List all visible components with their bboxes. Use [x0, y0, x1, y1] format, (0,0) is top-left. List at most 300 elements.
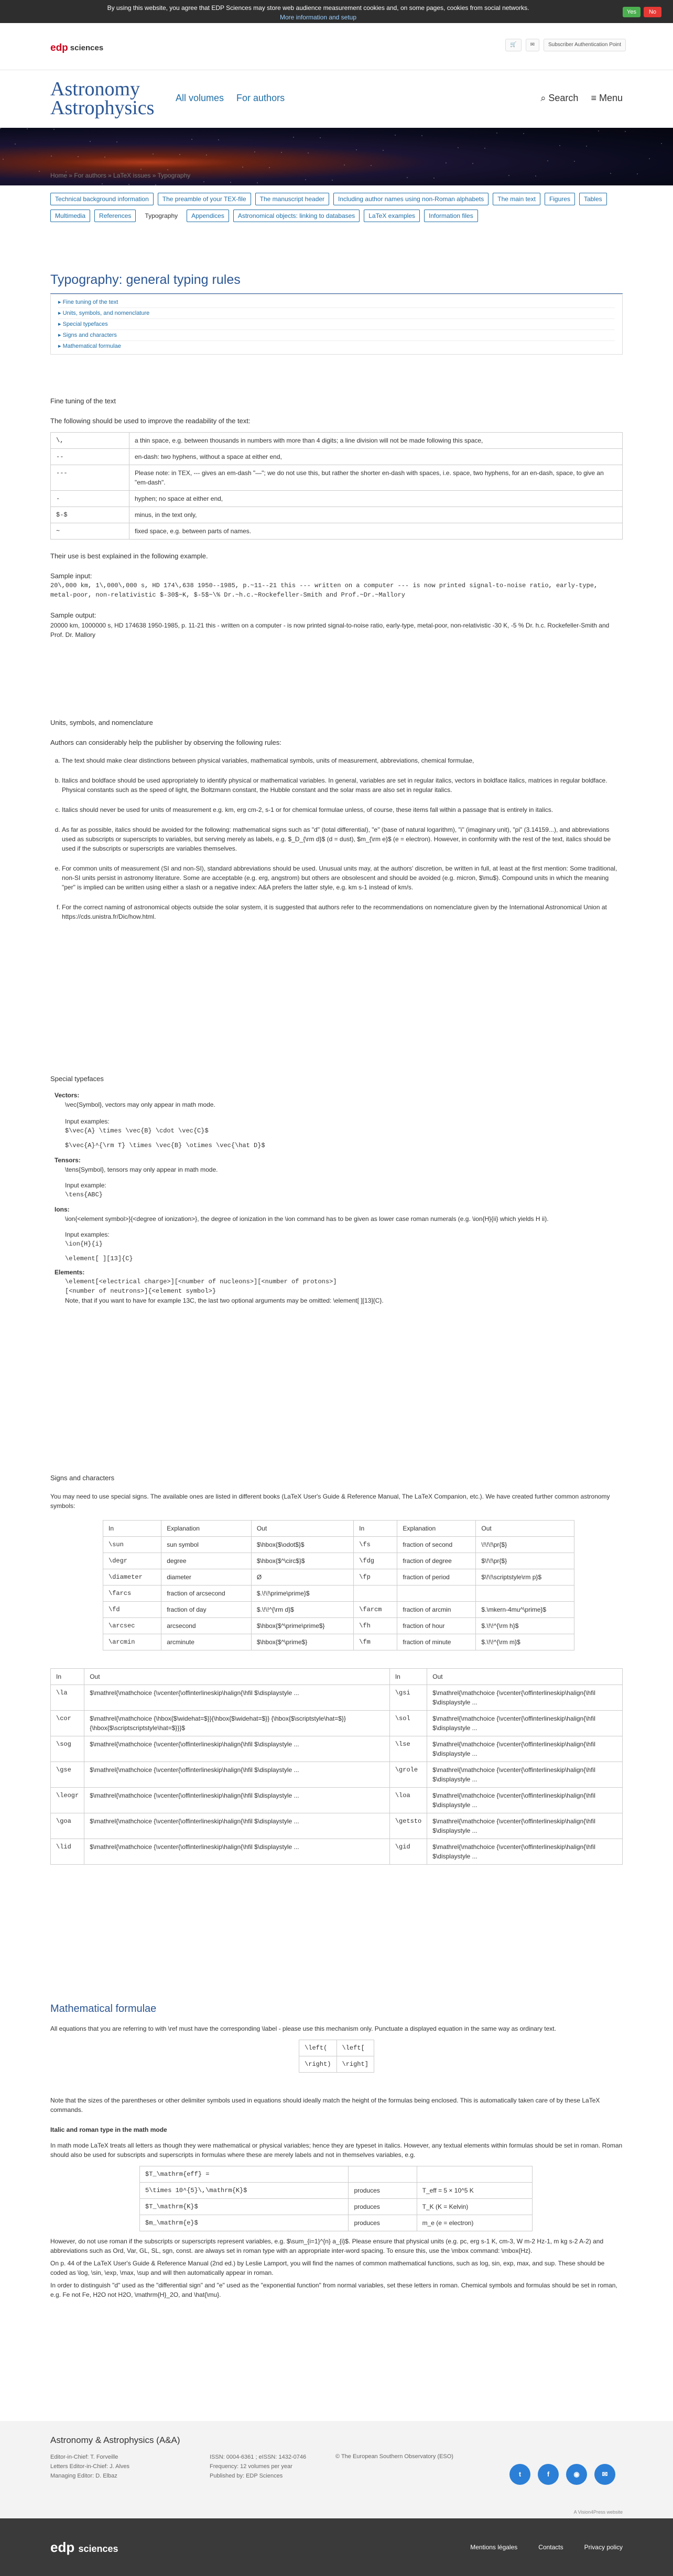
- list-item: e. For common units of measurement (SI and non-SI), standard abbreviations should be used. Unusual units may, at the authors' discretion, be written in full, at least at the first mention: Some traditional, non-SI units persist in astronomy literature. Some are acceptable (e.g. erg, angstrom) but others are obsolescent and should be avoided (e.g. micron, $\mu$). Compound units in which the meaning "per" is implied can be written using either a slash or a negative index: A&A prefers the latter style, e.g. km s-1 instead of km/s.: [62, 864, 623, 892]
- star: [39, 171, 40, 172]
- table-of-contents: [50, 294, 623, 355]
- tensor-example: \tens{ABC}: [65, 1191, 103, 1198]
- table-cell: $\mathrel{\mathchoice {\vcenter{\offinterlineskip\halign{\hfil $\displaystyle ...: [84, 1762, 390, 1787]
- tab-multimedia[interactable]: Multimedia: [50, 210, 90, 222]
- star: [53, 129, 55, 130]
- nav-for-authors[interactable]: For authors: [236, 93, 285, 103]
- star: [610, 173, 611, 174]
- example-cell: $T_\mathrm{eff} =: [140, 2166, 349, 2183]
- powered-by: A Vision4Press website: [573, 2509, 623, 2515]
- table-row: [103, 1601, 574, 1617]
- table-cell: \degr: [103, 1553, 161, 1569]
- math-after-2: On p. 44 of the LaTeX User's Guide & Reference Manual (2nd ed.) by Leslie Lamport, you will find the names of common mathematical functions, such as log, sin, exp, max, and sup. These should be coded as \log, \sin, \exp, \max, \sup and will then automatically appear in roman.: [50, 2260, 605, 2276]
- table-cell: fraction of degree: [397, 1553, 476, 1569]
- table-cell: \gse: [51, 1762, 84, 1787]
- star: [15, 144, 16, 145]
- rss-icon[interactable]: ◉: [566, 2464, 587, 2485]
- table-row: [51, 1685, 623, 1710]
- table-cell: fraction of arcmin: [397, 1601, 476, 1617]
- tensor-input-label: Input example:: [65, 1181, 106, 1189]
- nav-all-volumes[interactable]: All volumes: [176, 93, 224, 103]
- tab-appendices[interactable]: Appendices: [187, 210, 229, 222]
- header-cell: In: [389, 1668, 427, 1685]
- tab-the-preamble-of-your-tex-file[interactable]: The preamble of your TEX-file: [158, 193, 251, 205]
- header-cell: In: [51, 1668, 84, 1685]
- journal-logo[interactable]: Astronomy Astrophysics: [50, 78, 155, 119]
- star: [458, 147, 459, 148]
- facebook-icon[interactable]: f: [538, 2464, 559, 2485]
- table-cell: \leogr: [51, 1787, 84, 1813]
- command-cell: \,: [51, 433, 129, 449]
- table-cell: $.\!\!\prime\prime}$: [251, 1585, 353, 1601]
- table-cell: fraction of second: [397, 1536, 476, 1553]
- table-row: [299, 2056, 374, 2073]
- table-row: [103, 1634, 574, 1650]
- menu-icon: ≡: [591, 93, 599, 103]
- example-cell: m_e (e = electron): [417, 2215, 532, 2231]
- page-title: Typography: general typing rules: [50, 270, 623, 294]
- email-icon[interactable]: ✉: [594, 2464, 615, 2485]
- special-typefaces-section: [50, 1074, 623, 1305]
- ion-example-2: \element[ ][13]{C}: [65, 1254, 133, 1262]
- math-note: Note that the sizes of the parentheses or other delimiter symbols used in equations should ideally match the height of the formulas being enclosed. This is automatically taken care of by these LaTeX commands.: [50, 2097, 600, 2113]
- table-cell: \fp: [354, 1569, 397, 1585]
- star: [344, 164, 345, 166]
- star: [637, 173, 638, 174]
- elements-text-2: [<number of neutrons>]{<element symbol>}: [65, 1287, 216, 1295]
- star: [269, 167, 270, 168]
- star: [254, 151, 255, 152]
- ion-example-1: \ion{H}{i}: [65, 1240, 103, 1248]
- star: [155, 184, 156, 185]
- table-cell: arcminute: [161, 1634, 252, 1650]
- sample-output: 20000 km, 1000000 s, HD 174638 1950-1985, p. 11-21 this - written on a computer - is now printed signal-to-noise ratio, early-type, metal-poor, non-relativistic -30 K, -5 % Dr. h.c. Rockefeller-Smith and Prof. Dr. Mallory: [50, 621, 610, 639]
- math-after-1: However, do not use roman if the subscripts or superscripts represent variables, e.g. $\sum_{i=1}^{n} a_{i}$. Please ensure that physical units (e.g. pc, erg s-1 K, cm-3, W m-2 Hz-1, m kg s-2 A-2) and abbreviations such as Ord, Var, GL, SL, sgn, const. are always set in roman type with an appropriate inter-word spacing. To ensure this, use the \mbox command: \mbox{Hz}.: [50, 2238, 604, 2254]
- example-cell: [349, 2166, 417, 2183]
- tab-astronomical-objects-linking-to-databases[interactable]: Astronomical objects: linking to databases: [233, 210, 360, 222]
- table-cell: fraction of day: [161, 1601, 252, 1617]
- example-cell: $m_\mathrm{e}$: [140, 2215, 349, 2231]
- sample-input-label: Sample input:: [50, 571, 92, 580]
- star: [574, 161, 575, 162]
- table-cell: \!\!\!\pr{$}: [476, 1536, 574, 1553]
- privacy-link[interactable]: Privacy policy: [584, 2544, 623, 2551]
- math-intro: All equations that you are referring to with \ref must have the corresponding \label - please use this mechanism only. Punctuate a displayed equation in the same way as ordinary text.: [50, 2025, 556, 2032]
- cookie-decline-button[interactable]: No: [644, 7, 661, 17]
- delimiter-cell: \left[: [336, 2040, 374, 2056]
- star: [27, 128, 28, 129]
- table-row: [103, 1585, 574, 1601]
- description-cell: fixed space, e.g. between parts of names.: [129, 523, 623, 540]
- star: [51, 156, 52, 157]
- table-row: [51, 1839, 623, 1864]
- table-cell: \getsto: [389, 1813, 427, 1839]
- table-cell: \farcm: [354, 1601, 397, 1617]
- table-cell: degree: [161, 1553, 252, 1569]
- tab-including-author-names-using-non-roman-alphabets[interactable]: Including author names using non-Roman alphabets: [333, 193, 489, 205]
- footer-issn: ISSN: 0004-6361 ; eISSN: 1432-0746: [210, 2454, 307, 2460]
- table-row: [51, 1710, 623, 1736]
- star: [281, 152, 282, 153]
- delimiters-table: [299, 2040, 374, 2073]
- table-cell: \fd: [103, 1601, 161, 1617]
- table-row: [140, 2215, 533, 2231]
- table-cell: \farcs: [103, 1585, 161, 1601]
- table-row: [140, 2166, 533, 2183]
- menu-button[interactable]: ≡ Menu: [591, 93, 623, 103]
- vectors-label: Vectors:: [55, 1091, 80, 1099]
- table-cell: diameter: [161, 1569, 252, 1585]
- tab-latex-examples[interactable]: LaTeX examples: [364, 210, 420, 222]
- table-cell: $\mathrel{\mathchoice {\vcenter{\offinterlineskip\halign{\hfil $\displaystyle ...: [84, 1736, 390, 1762]
- star: [191, 139, 192, 140]
- command-cell: --: [51, 449, 129, 465]
- footer-frequency: Frequency: 12 volumes per year: [210, 2463, 292, 2470]
- delimiter-cell: \right]: [336, 2056, 374, 2073]
- star: [484, 148, 485, 149]
- star: [598, 130, 599, 131]
- table-row: [140, 2199, 533, 2215]
- input-label: Input examples:: [65, 1117, 110, 1125]
- footer-title: Astronomy & Astrophysics (A&A): [50, 2435, 180, 2445]
- header-cell: In: [354, 1520, 397, 1536]
- table-cell: $\hbox{$\odot$}$: [251, 1536, 353, 1553]
- command-cell: ---: [51, 465, 129, 491]
- units-section: [50, 718, 623, 932]
- footer-publisher: Published by: EDP Sciences: [210, 2473, 283, 2479]
- table-row: [103, 1617, 574, 1634]
- edp-footer-logo[interactable]: edp sciences: [50, 2539, 118, 2555]
- star: [625, 131, 626, 132]
- table-cell: $.\!\!^{\rm h}$: [476, 1617, 574, 1634]
- header-cell: In: [103, 1520, 161, 1536]
- example-intro: Their use is best explained in the following example.: [50, 552, 208, 560]
- star: [230, 182, 231, 183]
- math-after-3: In order to distinguish "d" used as the "differential sign" and "e" used as the "exponential function" from normal variables, set these letters in roman. Chemical symbols and formulas should be set in roman, e.g. Fe not Fe, H2O not H2O, \mathrm{H}_2O, and \hat{\mu}.: [50, 2282, 617, 2298]
- tensors-text: \tens{Symbol}, tensors may only appear in math mode.: [65, 1165, 218, 1173]
- table-cell: $\mathrel{\mathchoice {\vcenter{\offinterlineskip\halign{\hfil $\displaystyle ...: [84, 1787, 390, 1813]
- table-cell: fraction of arcsecond: [161, 1585, 252, 1601]
- header-cell: Out: [251, 1520, 353, 1536]
- table-cell: $\mathrel{\mathchoice {\vcenter{\offinterlineskip\halign{\hfil $\displaystyle ...: [427, 1839, 623, 1864]
- star: [586, 146, 587, 147]
- star: [0, 128, 1, 129]
- tab-references[interactable]: References: [94, 210, 136, 222]
- table-cell: \lse: [389, 1736, 427, 1762]
- breadcrumb: Home » For authors » LaTeX issues » Typography: [50, 172, 191, 179]
- table-cell: \loa: [389, 1787, 427, 1813]
- italic-heading: Italic and roman type in the math mode: [50, 2126, 167, 2133]
- star: [308, 152, 309, 153]
- footer-editor: Editor-in-Chief: T. Forveille: [50, 2454, 118, 2460]
- footer-letters: Letters Editor-in-Chief: J. Alves: [50, 2463, 130, 2470]
- table-cell: $.\!\!^{\rm d}$: [251, 1601, 353, 1617]
- toc-link[interactable]: ▸ Special typefaces: [58, 319, 615, 330]
- top-bar: [0, 23, 673, 70]
- examples-table: [139, 2166, 533, 2231]
- star: [661, 143, 662, 144]
- star: [293, 137, 294, 138]
- table-cell: \grole: [389, 1762, 427, 1787]
- star: [203, 181, 204, 182]
- table-cell: $\mathrel{\mathchoice {\hbox{$\widehat=$}}{\hbox{$\widehat=$}} {\hbox{$\scriptstyle\hat=$}}{\hbox{$\scriptscriptstyle\hat=$}}}$: [84, 1710, 390, 1736]
- tab-tables[interactable]: Tables: [579, 193, 607, 205]
- delimiter-cell: \right): [299, 2056, 336, 2073]
- relations-table: [50, 1668, 623, 1865]
- table-cell: \goa: [51, 1813, 84, 1839]
- section-heading: Special typefaces: [50, 1075, 104, 1083]
- ions-label: Ions:: [55, 1205, 70, 1213]
- table-cell: $\mathrel{\mathchoice {\vcenter{\offinterlineskip\halign{\hfil $\displaystyle ...: [427, 1710, 623, 1736]
- table-cell: $\hbox{$^\circ$}$: [251, 1553, 353, 1569]
- list-item: b. Italics and boldface should be used appropriately to identify physical or mathematical variables. In general, variables are set in regular italics, vectors in boldface italics, matrices in regular boldface. Physical constants such as the speed of light, the Boltzmann constant, the Hubble constant and the solar mass are also set in regular italics.: [62, 776, 623, 795]
- footer-copyright: © The European Southern Observatory (ESO): [335, 2453, 453, 2460]
- table-cell: \diameter: [103, 1569, 161, 1585]
- journal-header: [0, 70, 673, 128]
- table-row: [51, 449, 623, 465]
- table-header: [51, 1668, 623, 1685]
- table-cell: [354, 1585, 397, 1601]
- star: [535, 175, 536, 177]
- star: [383, 150, 384, 151]
- example-cell: $T_\mathrm{K}$: [140, 2199, 349, 2215]
- table-cell: arcsecond: [161, 1617, 252, 1634]
- table-cell: $\mathrel{\mathchoice {\vcenter{\offinterlineskip\halign{\hfil $\displaystyle ...: [427, 1762, 623, 1787]
- star: [320, 137, 321, 138]
- table-row: [103, 1569, 574, 1585]
- fine-intro: The following should be used to improve the readability of the text:: [50, 416, 251, 425]
- star: [116, 141, 117, 142]
- table-row: [51, 1762, 623, 1787]
- section-heading: Signs and characters: [50, 1474, 115, 1482]
- tab-the-main-text[interactable]: The main text: [493, 193, 540, 205]
- table-cell: \fs: [354, 1536, 397, 1553]
- star: [206, 155, 207, 156]
- header-cell: Explanation: [397, 1520, 476, 1536]
- table-cell: \cor: [51, 1710, 84, 1736]
- star: [179, 154, 180, 155]
- list-item: a. The text should make clear distinctions between physical variables, mathematical symbols, units of measurement, abbreviations, chemical formulae,: [62, 756, 623, 765]
- vector-example-2: $\vec{A}^{\rm T} \times \vec{B} \otimes \vec{\hat D}$: [65, 1141, 265, 1149]
- table-cell: [476, 1585, 574, 1601]
- table-cell: $\!\!\scriptstyle\rm p}$: [476, 1569, 574, 1585]
- site-footer: [0, 2421, 673, 2576]
- header-cell: Explanation: [161, 1520, 252, 1536]
- contacts-link[interactable]: Contacts: [538, 2544, 563, 2551]
- tab-information-files[interactable]: Information files: [424, 210, 478, 222]
- units-rules-list: [50, 756, 623, 921]
- table-row: [299, 2040, 374, 2056]
- ions-text: \ion{<element symbol>}{<degree of ionization>}, the degree of ionization in the \ion command has to be given as lower case roman numerals (e.g. \ion{H}{ii} which yields H ii).: [65, 1215, 549, 1223]
- search-icon: ⌕: [540, 93, 549, 103]
- footer-bottom: [0, 2518, 673, 2576]
- table-cell: $\mathrel{\mathchoice {\vcenter{\offinterlineskip\halign{\hfil $\displaystyle ...: [427, 1685, 623, 1710]
- table-cell: \sol: [389, 1710, 427, 1736]
- description-cell: Please note: in TEX, --- gives an em-dash "—"; we do not use this, but rather the shorter en-dash with spaces, i.e. space, two hyphens, for an en-dash, space, to give an "em-dash".: [129, 465, 623, 491]
- table-cell: [397, 1585, 476, 1601]
- tab-technical-background-information[interactable]: Technical background information: [50, 193, 154, 205]
- auth-button[interactable]: Subscriber Authentication Point: [544, 39, 626, 51]
- star: [242, 167, 243, 168]
- table-header: [103, 1520, 574, 1536]
- table-cell: \gid: [389, 1839, 427, 1864]
- table-row: [51, 491, 623, 507]
- section-heading: Units, symbols, and nomenclature: [50, 719, 153, 726]
- list-item: c. Italics should never be used for units of measurement e.g. km, erg cm-2, s-1 or for chemical formulae unless, of course, these items fall within a passage that is entirely in italics.: [62, 805, 623, 814]
- sample-output-label: Sample output:: [50, 611, 96, 619]
- table-cell: $\mathrel{\mathchoice {\vcenter{\offinterlineskip\halign{\hfil $\displaystyle ...: [427, 1736, 623, 1762]
- table-cell: \arcsec: [103, 1617, 161, 1634]
- toc-link[interactable]: ▸ Mathematical formulae: [58, 341, 615, 352]
- cookie-more-link[interactable]: More information and setup: [279, 14, 357, 21]
- example-cell: T_K (K = Kelvin): [417, 2199, 532, 2215]
- star: [140, 169, 142, 170]
- mentions-link[interactable]: Mentions légales: [470, 2544, 518, 2551]
- ion-input-label: Input examples:: [65, 1230, 110, 1238]
- star: [508, 175, 509, 176]
- tab-figures[interactable]: Figures: [545, 193, 575, 205]
- star: [523, 133, 524, 134]
- star: [102, 183, 103, 184]
- star: [153, 153, 154, 155]
- star: [559, 145, 560, 146]
- example-cell: 5\times 10^{5}\,\mathrm{K}$: [140, 2183, 349, 2199]
- edp-logo[interactable]: edp sciences: [50, 42, 104, 53]
- fine-tuning-section: [50, 396, 623, 640]
- italic-text: In math mode LaTeX treats all letters as though they were mathematical or physical variables; hence they are typeset in italics. However, any textual elements within formulas should be set in roman. Roman should also be used for subscripts and superscripts in formulas where these are merely labels and not in themselves variables, e.g.: [50, 2142, 623, 2159]
- table-cell: \fdg: [354, 1553, 397, 1569]
- description-cell: hyphen; no space at either end,: [129, 491, 623, 507]
- star: [649, 158, 650, 159]
- table-cell: fraction of minute: [397, 1634, 476, 1650]
- table-cell: \fh: [354, 1617, 397, 1634]
- table-cell: $\hbox{$^\prime\prime$}: [251, 1617, 353, 1634]
- table-cell: Ø: [251, 1569, 353, 1585]
- star: [305, 179, 306, 180]
- table-cell: $\mathrel{\mathchoice {\vcenter{\offinterlineskip\halign{\hfil $\displaystyle ...: [427, 1787, 623, 1813]
- search-button[interactable]: ⌕ Search: [540, 93, 579, 103]
- toc-link[interactable]: ▸ Signs and characters: [58, 330, 615, 341]
- section-tabs: [50, 193, 623, 222]
- vectors-text: \vec{Symbol}, vectors may only appear in math mode.: [65, 1100, 215, 1108]
- signs-table: [103, 1520, 574, 1650]
- tab-typography[interactable]: Typography: [140, 210, 182, 222]
- example-cell: produces: [349, 2199, 417, 2215]
- star: [78, 156, 79, 157]
- elements-text-1: \element[<electrical charge>][<number of nucleons>][<number of protons>]: [65, 1278, 337, 1285]
- example-cell: T_eff = 5 × 10^5 K: [417, 2183, 532, 2199]
- signs-section: [50, 1473, 623, 1865]
- table-cell: sun symbol: [161, 1536, 252, 1553]
- table-cell: \sog: [51, 1736, 84, 1762]
- star: [496, 133, 497, 134]
- table-row: [51, 1736, 623, 1762]
- example-cell: produces: [349, 2215, 417, 2231]
- signs-intro: You may need to use special signs. The available ones are listed in different books (LaTeX User's Guide & Reference Manual, The LaTeX Companion, etc.). We have created further common astronomy symbols:: [50, 1492, 610, 1510]
- command-cell: $-$: [51, 507, 129, 523]
- header-cell: Out: [427, 1668, 623, 1685]
- star: [3, 159, 4, 160]
- example-cell: produces: [349, 2183, 417, 2199]
- header-cell: Out: [84, 1668, 390, 1685]
- units-intro: Authors can considerably help the publisher by observing the following rules:: [50, 738, 281, 746]
- table-row: [51, 1813, 623, 1839]
- table-cell: $\mathrel{\mathchoice {\vcenter{\offinterlineskip\halign{\hfil $\displaystyle ...: [84, 1839, 390, 1864]
- tab-the-manuscript-header[interactable]: The manuscript header: [255, 193, 329, 205]
- tensors-label: Tensors:: [55, 1156, 81, 1164]
- description-cell: a thin space, e.g. between thousands in numbers with more than 4 digits; a line division will not be made following this space,: [129, 433, 623, 449]
- math-section: [50, 2001, 623, 2299]
- cart-icon[interactable]: 🛒: [505, 39, 521, 51]
- table-cell: $\!\!\pr{$}: [476, 1553, 574, 1569]
- table-cell: $.\mkern-4mu^\prime}$: [476, 1601, 574, 1617]
- table-cell: $\hbox{$^\prime$}: [251, 1634, 353, 1650]
- description-cell: en-dash: two hyphens, without a space at either end,: [129, 449, 623, 465]
- elements-note: Note, that if you want to have for example 13C, the last two optional arguments may be omitted: \element[ ][13]{C}.: [65, 1296, 384, 1304]
- star: [472, 163, 473, 164]
- sample-input: 20\,000 km, 1\,000\,000 s, HD 174\,638 1950--1985, p.~11--21 this --- written on a computer --- is now printed signal-to-noise ratio, early-type, metal-poor, non-relativistic $-30$~K, $-5$~\% Dr.~h.c.~Rockefeller-Smith and Prof.~Dr.~Mallory: [50, 582, 598, 599]
- table-row: [103, 1536, 574, 1553]
- star: [433, 178, 435, 179]
- table-row: [51, 465, 623, 491]
- section-heading: Fine tuning of the text: [50, 397, 116, 405]
- star: [218, 139, 219, 140]
- star: [90, 141, 91, 142]
- section-heading: Mathematical formulae: [50, 2003, 157, 2014]
- table-row: [140, 2183, 533, 2199]
- table-row: [51, 1787, 623, 1813]
- list-item: d. As far as possible, italics should be avoided for the following: mathematical signs such as "d" (total differential), "e" (base of natural logarithm), "i" (imaginary unit), "pi" (3.14159...), and abbreviations used as subscripts or superscripts to variables, but serving merely as labels, e.g. $_D_{\rm d}$ (d = dust), $m_{\rm e}$ (e = electron). However, in conformity with the rest of the text, italics should be used if the subscripts or superscripts are variables themselves.: [62, 825, 623, 853]
- star: [167, 169, 168, 170]
- table-row: [103, 1553, 574, 1569]
- star: [371, 165, 372, 166]
- table-row: [51, 523, 623, 540]
- fine-tuning-table: [50, 432, 623, 540]
- cookie-message: By using this website, you agree that EDP Sciences may store web audience measurement cookies and, on some pages, cookies from social networks.: [107, 4, 529, 12]
- mail-icon[interactable]: ✉: [526, 39, 539, 51]
- delimiter-cell: \left(: [299, 2040, 336, 2056]
- star: [257, 182, 258, 183]
- vector-example-1: $\vec{A} \times \vec{B} \cdot \vec{C}$: [65, 1127, 209, 1135]
- table-cell: \sun: [103, 1536, 161, 1553]
- table-cell: $\mathrel{\mathchoice {\vcenter{\offinterlineskip\halign{\hfil $\displaystyle ...: [84, 1813, 390, 1839]
- star: [128, 184, 129, 185]
- table-cell: fraction of period: [397, 1569, 476, 1585]
- example-cell: [417, 2166, 532, 2183]
- cookie-accept-button[interactable]: Yes: [623, 7, 641, 17]
- star: [446, 162, 447, 163]
- star: [356, 149, 357, 150]
- header-cell: Out: [476, 1520, 574, 1536]
- table-cell: \la: [51, 1685, 84, 1710]
- star: [547, 160, 548, 161]
- table-cell: $\mathrel{\mathchoice {\vcenter{\offinterlineskip\halign{\hfil $\displaystyle ...: [84, 1685, 390, 1710]
- footer-managing: Managing Editor: D. Elbaz: [50, 2473, 117, 2479]
- star: [407, 177, 408, 178]
- twitter-icon[interactable]: t: [509, 2464, 530, 2485]
- table-row: [51, 433, 623, 449]
- table-cell: $\mathrel{\mathchoice {\vcenter{\offinterlineskip\halign{\hfil $\displaystyle ...: [427, 1813, 623, 1839]
- table-cell: fraction of hour: [397, 1617, 476, 1634]
- star: [395, 135, 396, 136]
- toc-link[interactable]: ▸ Units, symbols, and nomenclature: [58, 308, 615, 319]
- toc-link[interactable]: ▸ Fine tuning of the text: [58, 297, 615, 308]
- description-cell: minus, in the text only,: [129, 507, 623, 523]
- table-cell: \fm: [354, 1634, 397, 1650]
- table-cell: \arcmin: [103, 1634, 161, 1650]
- star: [104, 157, 105, 158]
- cookie-banner: [0, 0, 673, 23]
